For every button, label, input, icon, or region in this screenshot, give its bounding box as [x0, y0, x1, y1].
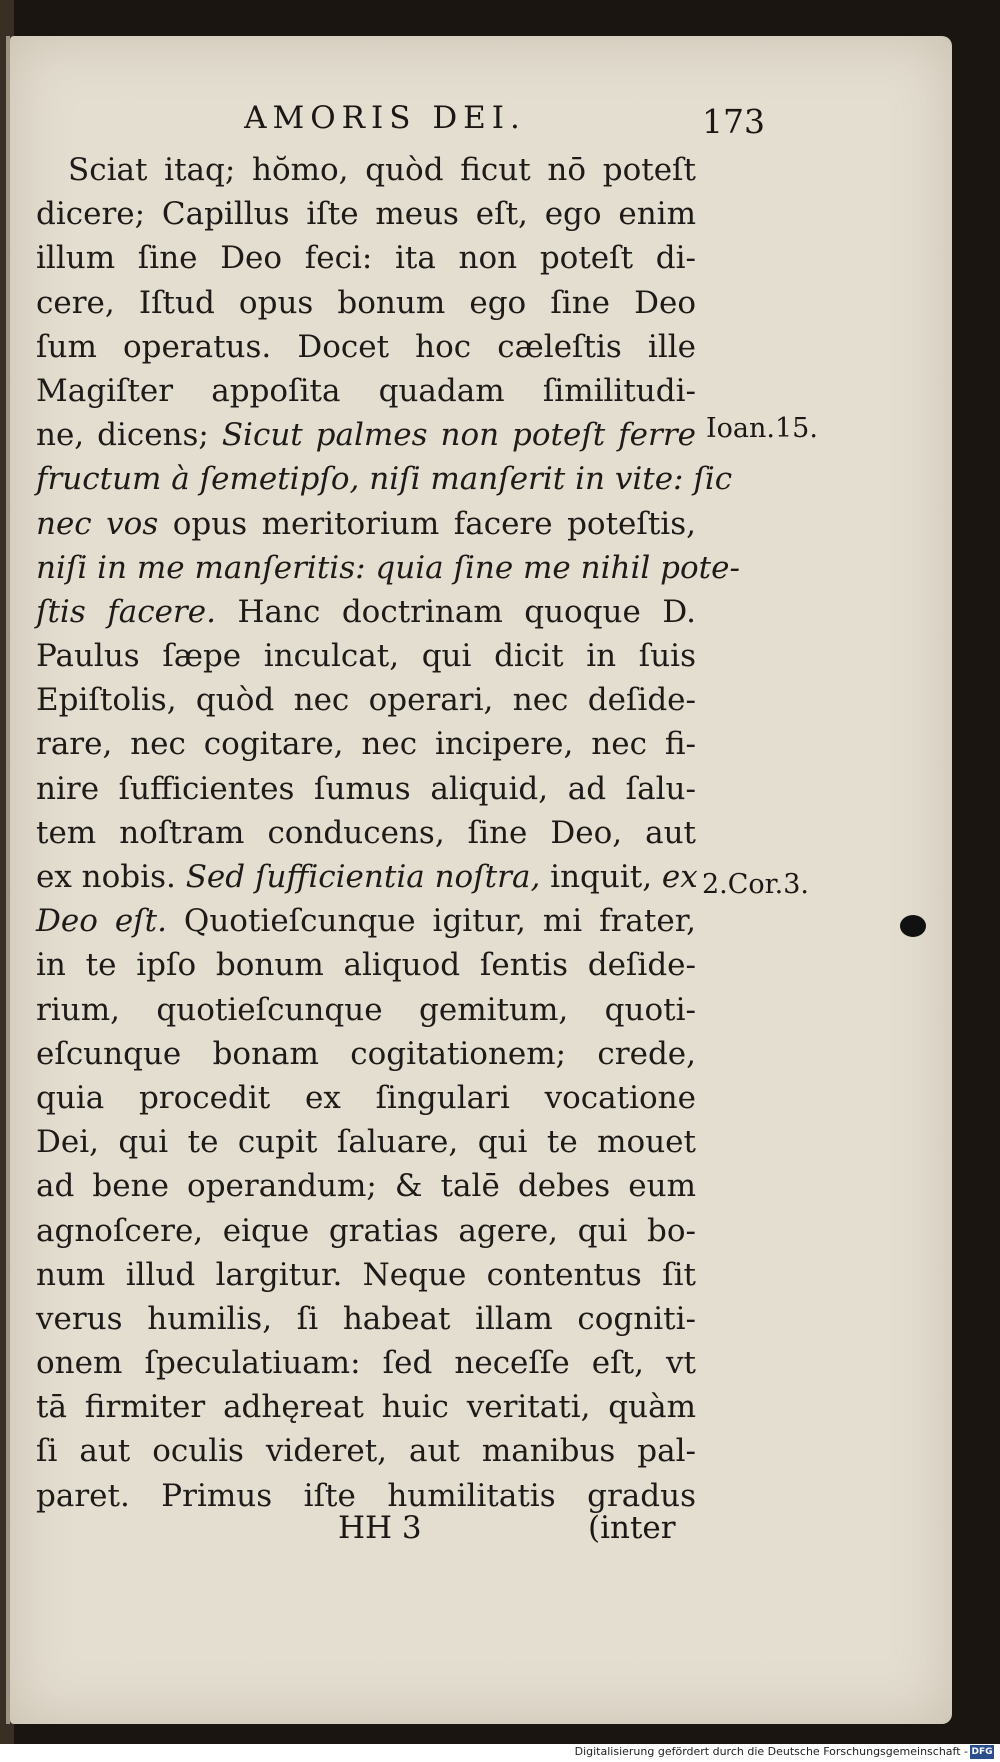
text-line: [36, 236, 696, 280]
text-line: [36, 590, 696, 634]
text-segment: paret. Primus iſte humilitatis gradus: [36, 1477, 696, 1514]
text-line: [36, 1341, 696, 1385]
text-segment: agnoſcere, eique gratias agere, qui bo-: [36, 1212, 696, 1249]
text-segment: rare, nec cogitare, nec incipere, nec fi-: [36, 726, 696, 763]
digitization-credit: Digitalisierung gefördert durch die Deutsche Forschungsgemeinschaft -: [574, 1745, 968, 1758]
text-segment: onem ſpeculatiuam: ſed neceſſe eſt, vt: [36, 1345, 696, 1382]
text-segment: num illud largitur. Neque contentus ſit: [36, 1256, 696, 1293]
text-segment: Magiſter appoſita quadam ſimilitudi-: [36, 372, 696, 409]
text-segment: opus meritorium facere poteſtis,: [158, 505, 696, 542]
catchword: (inter: [588, 1510, 676, 1546]
running-head: AMORIS DEI.: [244, 100, 526, 136]
text-segment: rium, quotieſcunque gemitum, quoti-: [36, 991, 696, 1028]
text-segment: quia procedit ex ſingulari vocatione: [36, 1079, 696, 1116]
text-segment: eſcunque bonam cogitationem; crede,: [36, 1035, 696, 1072]
text-line: [36, 281, 696, 325]
text-segment: Epiſtolis, quòd nec operari, nec deſide-: [36, 682, 696, 719]
italic-quotation: Sed ſufficientia noſtra,: [185, 859, 541, 895]
italic-quotation: fructum à ſemetipſo, niſi manſerit in vite: ſic: [36, 461, 733, 498]
text-line: [36, 325, 696, 369]
text-line: [36, 899, 696, 943]
text-line: [36, 767, 696, 811]
text-segment: ne, dicens;: [36, 417, 222, 454]
text-segment: illum ſine Deo feci: ita non poteſt di-: [36, 240, 696, 277]
text-segment: Sciat itaq; hŏmo, quòd ficut nō poteſt: [68, 152, 696, 188]
text-line: [36, 192, 696, 236]
text-line: [36, 855, 696, 899]
text-line: [36, 1076, 696, 1120]
text-line: [36, 413, 696, 457]
text-line: [36, 457, 733, 501]
text-segment: inquit,: [540, 859, 662, 895]
text-segment: Dei, qui te cupit ſaluare, qui te mouet: [36, 1124, 696, 1161]
text-line: [36, 1209, 696, 1253]
italic-quotation: nec vos: [36, 505, 159, 542]
text-segment: ex nobis.: [36, 859, 186, 895]
text-line: [36, 988, 696, 1032]
italic-quotation: Deo eſt.: [36, 903, 167, 940]
text-line: [36, 634, 696, 678]
text-line: [36, 1385, 696, 1429]
text-line: [36, 678, 696, 722]
dfg-logo: DFG: [971, 1747, 993, 1757]
italic-quotation: Sicut palmes non poteſt ferre: [221, 417, 696, 454]
margin-note-ioan: Ioan.15.: [706, 413, 818, 444]
text-line: [36, 1120, 696, 1164]
text-line: [36, 1429, 696, 1473]
text-segment: ad bene operandum; & talē debes eum: [36, 1168, 696, 1205]
signature-mark: HH 3: [338, 1510, 422, 1546]
text-line: [36, 1297, 696, 1341]
text-line: [36, 502, 696, 546]
text-line: [36, 1032, 696, 1076]
text-line: [36, 722, 696, 766]
text-line: [36, 943, 696, 987]
text-line: [36, 1164, 696, 1208]
text-line: [36, 546, 740, 590]
text-segment: tem noſtram conducens, ſine Deo, aut: [36, 814, 696, 851]
text-segment: Hanc doctrinam quoque D.: [215, 593, 696, 630]
text-segment: nire ſufficientes ſumus aliquid, ad ſalu-: [36, 770, 696, 807]
text-segment: ſum operatus. Docet hoc cæleſtis ille: [36, 328, 696, 365]
text-line: [36, 369, 696, 413]
page-number: 173: [702, 102, 765, 141]
text-segment: dicere; Capillus iſte meus eſt, ego enim: [36, 196, 696, 233]
body-text: [36, 148, 740, 1518]
text-segment: tā firmiter adhęreat huic veritati, quàm: [36, 1389, 696, 1426]
text-line: [36, 1253, 696, 1297]
text-segment: cere, Iſtud opus bonum ego ſine Deo: [36, 284, 696, 321]
italic-quotation: niſi in me manſeritis: quia ſine me nihil pote-: [36, 549, 740, 586]
page-spine: [6, 36, 10, 1724]
text-segment: ſi aut oculis videret, aut manibus pal-: [36, 1433, 696, 1470]
text-line: [36, 811, 696, 855]
text-segment: in te ipſo bonum aliquod ſentis deſide-: [36, 947, 696, 984]
text-segment: verus humilis, ſi habeat illam cogniti-: [36, 1300, 696, 1337]
text-segment: Paulus ſæpe inculcat, qui dicit in ſuis: [36, 638, 696, 675]
ink-blot: [900, 915, 926, 937]
text-line: [36, 148, 696, 192]
margin-note-cor: 2.Cor.3.: [702, 869, 809, 900]
italic-quotation: ſtis facere.: [36, 593, 216, 630]
italic-quotation: ex: [661, 859, 698, 895]
text-segment: Quotieſcunque igitur, mi frater,: [166, 903, 696, 940]
